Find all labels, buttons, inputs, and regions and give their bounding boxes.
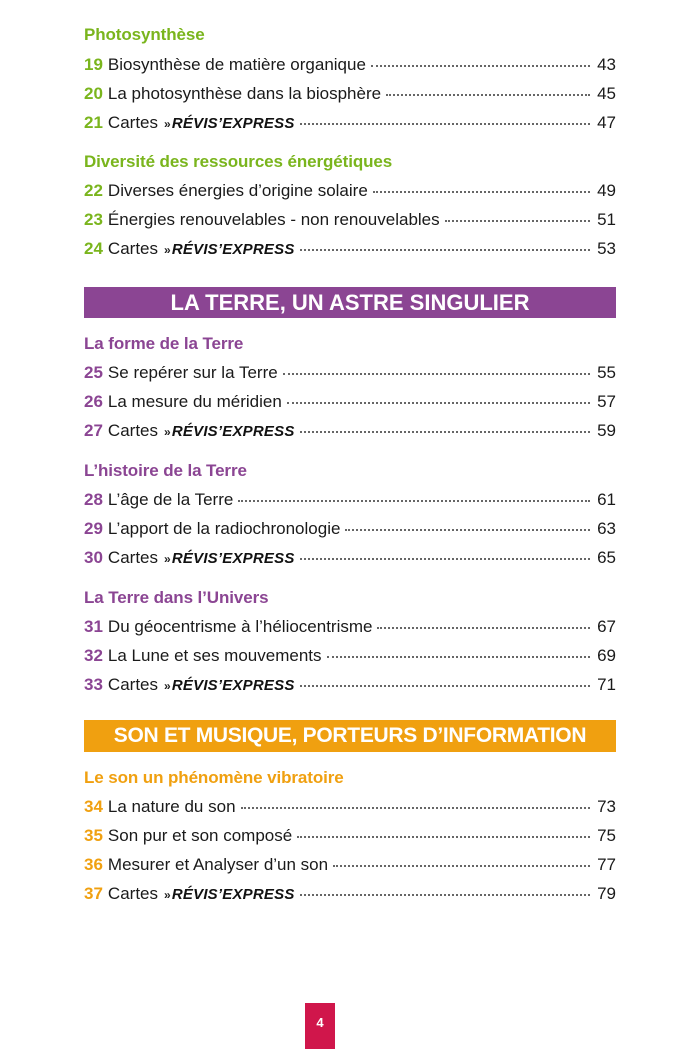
entry-number: 33 <box>84 675 103 694</box>
dot-leader <box>297 835 590 838</box>
revis-express-logo <box>164 886 295 903</box>
dot-leader <box>371 64 590 67</box>
entry-number: 30 <box>84 548 103 567</box>
dot-leader <box>238 499 590 502</box>
toc-entry[interactable] <box>84 855 616 879</box>
toc-entry[interactable] <box>84 55 616 79</box>
section-subtitle: La forme de la Terre <box>84 334 244 353</box>
revis-express-logo <box>164 423 295 440</box>
entry-number: 35 <box>84 826 103 845</box>
entry-number: 26 <box>84 392 103 411</box>
entry-page: 43 <box>597 55 616 74</box>
dot-leader <box>287 401 590 404</box>
dot-leader <box>377 626 590 629</box>
dot-leader <box>300 557 590 560</box>
toc-entry[interactable] <box>84 646 616 670</box>
revis-express-logo <box>164 677 295 694</box>
entry-title: Diverses énergies d’origine solaire <box>107 181 368 200</box>
entry-page: 61 <box>597 490 616 509</box>
dot-leader <box>327 655 591 658</box>
entry-title: La nature du son <box>107 797 236 816</box>
brand-label: RÉVIS’EXPRESS <box>171 115 295 132</box>
chapter-banner: LA TERRE, UN ASTRE SINGULIER <box>84 287 616 318</box>
toc-entry[interactable] <box>84 392 616 416</box>
entry-page: 57 <box>597 392 616 411</box>
entry-page: 73 <box>597 797 616 816</box>
entry-title: Cartes <box>107 421 158 440</box>
entry-page: 67 <box>597 617 616 636</box>
entry-page: 71 <box>597 675 616 694</box>
dot-leader <box>300 430 590 433</box>
entry-number: 19 <box>84 55 103 74</box>
entry-number: 23 <box>84 210 103 229</box>
dot-leader <box>300 893 590 896</box>
entry-title: Cartes <box>107 884 158 903</box>
section-subtitle: L’histoire de la Terre <box>84 461 247 480</box>
entry-number: 21 <box>84 113 103 132</box>
toc-entry[interactable] <box>84 826 616 850</box>
entry-title: La Lune et ses mouvements <box>107 646 322 665</box>
entry-title: La mesure du méridien <box>107 392 282 411</box>
entry-title: Son pur et son composé <box>107 826 293 845</box>
entry-page: 77 <box>597 855 616 874</box>
brand-label: RÉVIS’EXPRESS <box>171 550 295 567</box>
entry-number: 37 <box>84 884 103 903</box>
entry-title: L’âge de la Terre <box>107 490 234 509</box>
dot-leader <box>241 806 590 809</box>
arrows-icon: » <box>164 552 171 566</box>
toc-entry[interactable] <box>84 421 616 445</box>
entry-title: Du géocentrisme à l’héliocentrisme <box>107 617 373 636</box>
dot-leader <box>333 864 590 867</box>
entry-number: 34 <box>84 797 103 816</box>
dot-leader <box>300 122 590 125</box>
brand-label: RÉVIS’EXPRESS <box>171 423 295 440</box>
entry-page: 51 <box>597 210 616 229</box>
toc-entry[interactable] <box>84 181 616 205</box>
brand-label: RÉVIS’EXPRESS <box>171 677 295 694</box>
entry-number: 25 <box>84 363 103 382</box>
entry-number: 31 <box>84 617 103 636</box>
entry-page: 53 <box>597 239 616 258</box>
toc-entry[interactable] <box>84 210 616 234</box>
revis-express-logo <box>164 550 295 567</box>
revis-express-logo <box>164 241 295 258</box>
toc-entry[interactable] <box>84 519 616 543</box>
entry-title: La photosynthèse dans la biosphère <box>107 84 382 103</box>
entry-number: 29 <box>84 519 103 538</box>
entry-page: 59 <box>597 421 616 440</box>
entry-title: Cartes <box>107 239 158 258</box>
entry-title: Cartes <box>107 675 158 694</box>
toc-entry[interactable] <box>84 363 616 387</box>
entry-page: 69 <box>597 646 616 665</box>
toc-entry[interactable] <box>84 884 616 908</box>
entry-number: 22 <box>84 181 103 200</box>
brand-label: RÉVIS’EXPRESS <box>171 241 295 258</box>
entry-page: 65 <box>597 548 616 567</box>
brand-label: RÉVIS’EXPRESS <box>171 886 295 903</box>
entry-page: 63 <box>597 519 616 538</box>
arrows-icon: » <box>164 888 171 902</box>
entry-page: 75 <box>597 826 616 845</box>
arrows-icon: » <box>164 117 171 131</box>
chapter-banner: SON ET MUSIQUE, PORTEURS D’INFORMATION <box>84 720 616 752</box>
arrows-icon: » <box>164 425 171 439</box>
revis-express-logo <box>164 115 295 132</box>
dot-leader <box>386 93 590 96</box>
toc-entry[interactable] <box>84 490 616 514</box>
entry-page: 47 <box>597 113 616 132</box>
page-number: 4 <box>305 1003 335 1049</box>
toc-entry[interactable] <box>84 239 616 263</box>
dot-leader <box>300 684 590 687</box>
entry-page: 55 <box>597 363 616 382</box>
entry-title: Cartes <box>107 548 158 567</box>
entry-title: L’apport de la radiochronologie <box>107 519 341 538</box>
section-subtitle: La Terre dans l’Univers <box>84 588 269 607</box>
section-subtitle: Photosynthèse <box>84 25 205 44</box>
entry-number: 27 <box>84 421 103 440</box>
dot-leader <box>345 528 590 531</box>
entry-title: Biosynthèse de matière organique <box>107 55 366 74</box>
entry-title: Mesurer et Analyser d’un son <box>107 855 329 874</box>
entry-title: Se repérer sur la Terre <box>107 363 278 382</box>
entry-page: 79 <box>597 884 616 903</box>
entry-title: Énergies renouvelables - non renouvelables <box>107 210 440 229</box>
dot-leader <box>445 219 590 222</box>
entry-number: 20 <box>84 84 103 103</box>
section-subtitle: Le son un phénomène vibratoire <box>84 768 344 787</box>
entry-number: 32 <box>84 646 103 665</box>
entry-number: 36 <box>84 855 103 874</box>
toc-entry[interactable] <box>84 617 616 641</box>
dot-leader <box>373 190 590 193</box>
toc-entry[interactable] <box>84 675 616 699</box>
entry-page: 45 <box>597 84 616 103</box>
arrows-icon: » <box>164 679 171 693</box>
toc-entry[interactable] <box>84 548 616 572</box>
toc-entry[interactable] <box>84 84 616 108</box>
dot-leader <box>283 372 590 375</box>
toc-entry[interactable] <box>84 797 616 821</box>
entry-number: 28 <box>84 490 103 509</box>
section-subtitle: Diversité des ressources énergétiques <box>84 152 393 171</box>
dot-leader <box>300 248 590 251</box>
entry-page: 49 <box>597 181 616 200</box>
toc-entry[interactable] <box>84 113 616 137</box>
arrows-icon: » <box>164 243 171 257</box>
entry-number: 24 <box>84 239 103 258</box>
entry-title: Cartes <box>107 113 158 132</box>
